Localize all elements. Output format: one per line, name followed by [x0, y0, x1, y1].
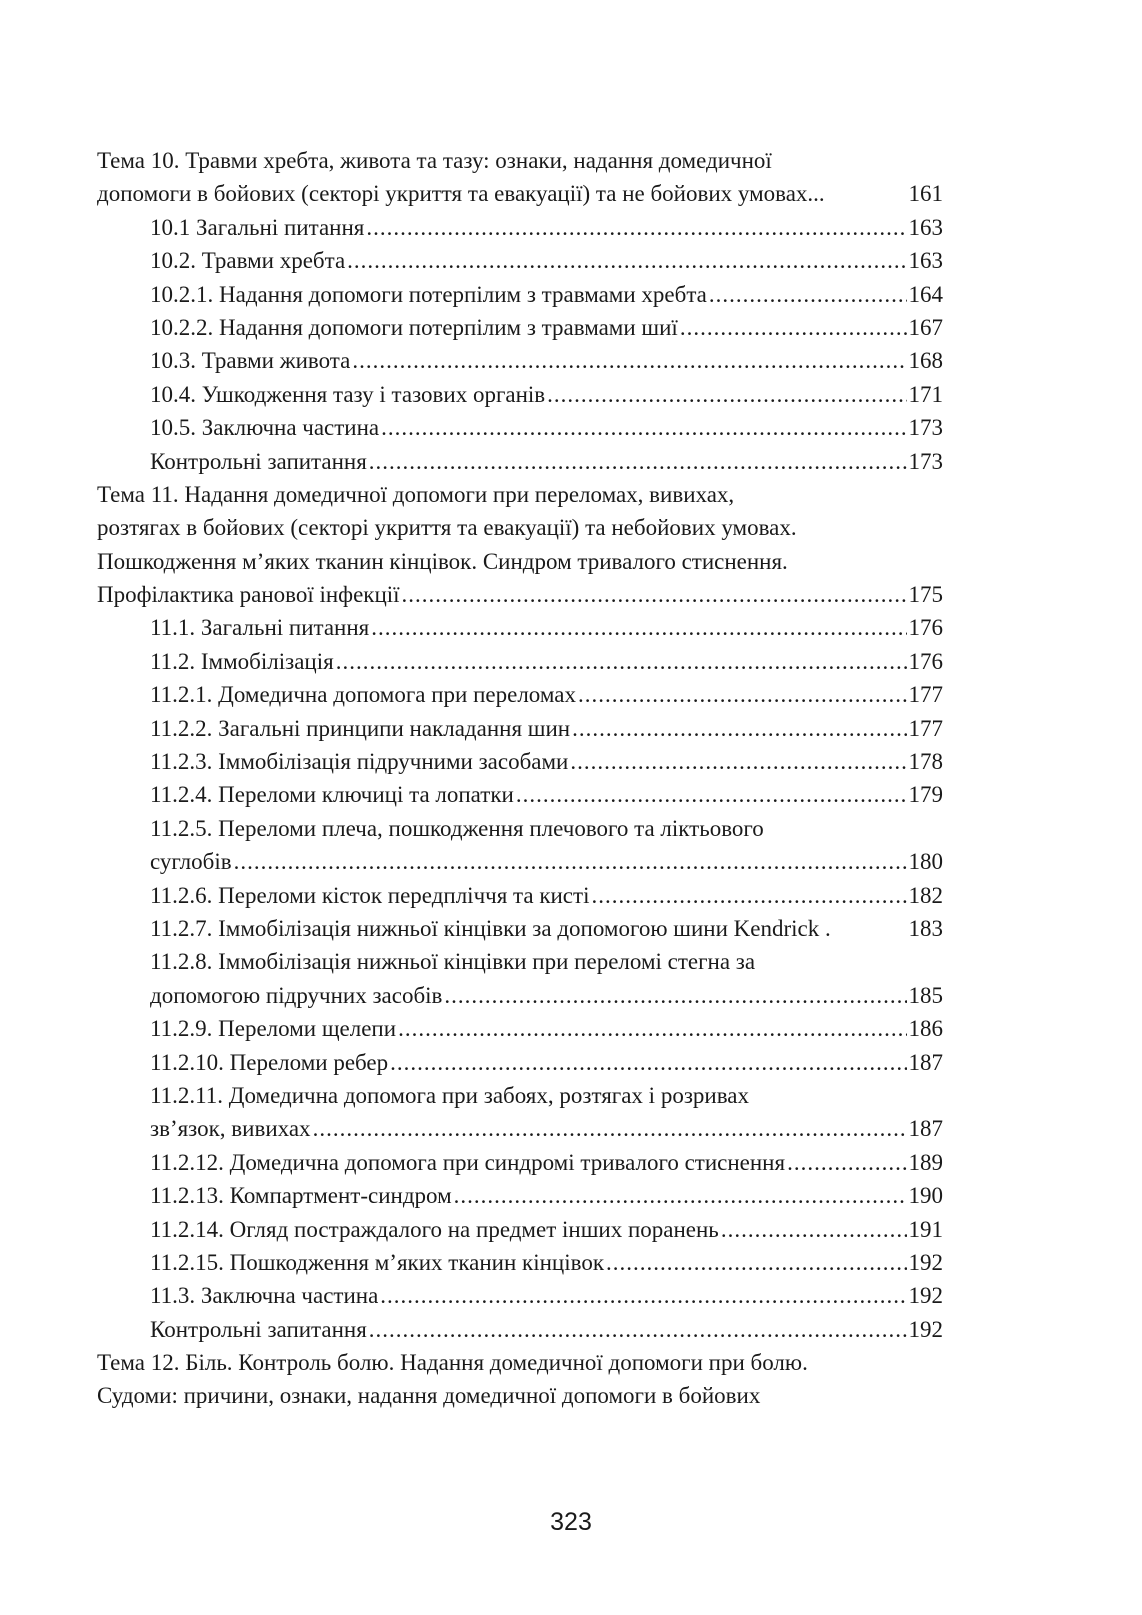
dot-leader — [380, 1279, 906, 1312]
toc-entry-title: 11.2.4. Переломи ключиці та лопатки — [150, 782, 514, 808]
toc-entry-title: 10.1 Загальні питання — [150, 214, 365, 240]
toc-entry — [97, 1313, 943, 1346]
toc-entry — [97, 1079, 943, 1112]
toc-entry-title: допомогою підручних засобів — [150, 982, 443, 1008]
toc-entry-page: 179 — [908, 782, 943, 808]
toc-entry — [97, 678, 943, 711]
toc-entry — [97, 578, 943, 611]
toc-entry — [97, 1213, 943, 1246]
toc-entry — [97, 1246, 943, 1279]
toc-entry-title: 10.4. Ушкодження тазу і тазових органів — [150, 381, 546, 407]
toc-entry-title: 11.2.6. Переломи кісток передпліччя та кисті — [150, 882, 590, 908]
dot-leader — [371, 611, 906, 644]
toc-entry-page: 177 — [908, 715, 943, 741]
toc-entry — [97, 211, 943, 244]
toc-entry — [97, 378, 943, 411]
dot-leader — [402, 578, 907, 611]
dot-leader — [369, 445, 907, 478]
dot-leader — [572, 712, 906, 745]
dot-leader — [680, 311, 907, 344]
toc-entry — [97, 1146, 943, 1179]
toc-entry — [97, 344, 943, 377]
toc-entry-title: 11.2.11. Домедична допомога при забоях, розтягах і розривах — [150, 1082, 749, 1108]
toc-entry-page: 185 — [908, 982, 943, 1008]
toc-entry-title: Тема 11. Надання домедичної допомоги при переломах, вивихах, — [97, 481, 735, 507]
toc-entry — [97, 745, 943, 778]
toc-entry-page: 186 — [908, 1016, 943, 1042]
toc-entry-page: 183 — [908, 915, 943, 941]
toc-entry-title: Судоми: причини, ознаки, надання домедичної допомоги в бойових — [97, 1383, 761, 1409]
toc-entry-title: 10.2.2. Надання допомоги потерпілим з травмами шиї — [150, 314, 678, 340]
toc-entry-page: 187 — [908, 1116, 943, 1142]
toc-entry — [97, 1046, 943, 1079]
toc-entry-page: 182 — [908, 882, 943, 908]
toc-entry — [97, 845, 943, 878]
toc-entry-page: 192 — [908, 1316, 943, 1342]
dot-leader — [547, 378, 906, 411]
dot-leader — [352, 344, 906, 377]
toc-entry-page: 167 — [908, 314, 943, 340]
table-of-contents — [97, 144, 943, 1413]
toc-entry-page: 189 — [908, 1149, 943, 1175]
toc-entry-page: 192 — [908, 1249, 943, 1275]
toc-entry-page: 168 — [908, 348, 943, 374]
toc-entry-page: 173 — [908, 448, 943, 474]
dot-leader — [570, 745, 906, 778]
toc-entry — [97, 411, 943, 444]
toc-entry-page: 187 — [908, 1049, 943, 1075]
toc-entry-page: 164 — [908, 281, 943, 307]
toc-entry-title: 11.2.14. Огляд постраждалого на предмет інших поранень — [150, 1216, 719, 1242]
toc-entry-title: 11.2.5. Переломи плеча, пошкодження плечового та ліктьового — [150, 815, 764, 841]
toc-entry — [97, 645, 943, 678]
toc-entry-title: 11.2.1. Домедична допомога при переломах — [150, 682, 576, 708]
toc-entry-title: 10.5. Заключна частина — [150, 415, 380, 441]
dot-leader — [721, 1213, 907, 1246]
toc-entry-page: 178 — [908, 749, 943, 775]
toc-entry — [97, 1379, 943, 1412]
toc-entry-page: 177 — [908, 682, 943, 708]
toc-entry — [97, 478, 943, 511]
toc-entry-title: допомоги в бойових (секторі укриття та евакуації) та не бойових умовах... — [97, 181, 825, 207]
dot-leader — [369, 1313, 907, 1346]
toc-entry-title: 10.2.1. Надання допомоги потерпілим з травмами хребта — [150, 281, 707, 307]
toc-entry-page: 175 — [908, 582, 943, 608]
toc-entry-page: 180 — [908, 849, 943, 875]
toc-entry — [97, 1179, 943, 1212]
toc-entry-title: зв’язок, вивихах — [150, 1116, 311, 1142]
toc-entry — [97, 912, 943, 945]
toc-entry-title: Контрольні запитання — [150, 1316, 367, 1342]
toc-entry-page: 163 — [908, 214, 943, 240]
toc-entry-title: Тема 10. Травми хребта, живота та тазу: ознаки, надання домедичної — [97, 148, 772, 173]
dot-leader — [347, 244, 906, 277]
toc-entry — [97, 177, 943, 210]
toc-entry — [97, 445, 943, 478]
toc-entry — [97, 945, 943, 978]
toc-entry-title: суглобів — [150, 849, 232, 875]
toc-entry-title: Контрольні запитання — [150, 448, 367, 474]
toc-entry — [97, 611, 943, 644]
toc-entry — [97, 144, 943, 177]
toc-entry — [97, 979, 943, 1012]
toc-entry — [97, 812, 943, 845]
toc-entry-title: 11.3. Заключна частина — [150, 1283, 379, 1309]
toc-entry — [97, 1112, 943, 1145]
toc-entry-page: 161 — [908, 181, 943, 207]
toc-entry-page: 173 — [908, 415, 943, 441]
toc-entry-page: 171 — [908, 381, 943, 407]
toc-entry — [97, 244, 943, 277]
dot-leader — [454, 1179, 907, 1212]
toc-entry-title: 11.2.10. Переломи ребер — [150, 1049, 389, 1075]
toc-entry-page: 190 — [908, 1183, 943, 1209]
toc-entry — [97, 311, 943, 344]
toc-entry-title: Тема 12. Біль. Контроль болю. Надання домедичної допомоги при болю. — [97, 1350, 808, 1376]
dot-leader — [787, 1146, 906, 1179]
dot-leader — [234, 845, 907, 878]
dot-leader — [591, 879, 906, 912]
dot-leader — [578, 678, 907, 711]
toc-entry-title: 11.2.7. Іммобілізація нижньої кінцівки за допомогою шини Kendrick . — [150, 915, 831, 941]
toc-entry-title: Пошкодження м’яких тканин кінцівок. Синдром тривалого стиснення. — [97, 548, 788, 574]
toc-entry-title: 11.2.3. Іммобілізація підручними засобами — [150, 749, 569, 775]
dot-leader — [398, 1012, 906, 1045]
toc-entry-title: Профілактика ранової інфекції — [97, 582, 400, 608]
toc-entry — [97, 712, 943, 745]
toc-entry-title: розтягах в бойових (секторі укриття та евакуації) та небойових умовах. — [97, 515, 797, 541]
toc-entry — [97, 278, 943, 311]
toc-entry-title: 11.2. Іммобілізація — [150, 648, 334, 674]
toc-entry-title: 10.2. Травми хребта — [150, 248, 346, 274]
dot-leader — [381, 411, 906, 444]
dot-leader — [709, 278, 907, 311]
toc-entry-page: 163 — [908, 248, 943, 274]
toc-entry — [97, 545, 943, 578]
page-number: 323 — [550, 1508, 592, 1536]
toc-entry-title: 10.3. Травми живота — [150, 348, 351, 374]
dot-leader — [336, 645, 907, 678]
dot-leader — [390, 1046, 906, 1079]
toc-entry-title: 11.2.12. Домедична допомога при синдромі тривалого стиснення — [150, 1149, 786, 1175]
dot-leader — [313, 1112, 907, 1145]
toc-entry — [97, 1346, 943, 1379]
toc-entry-page: 191 — [908, 1216, 943, 1242]
toc-entry-title: 11.2.9. Переломи щелепи — [150, 1016, 397, 1042]
toc-entry — [97, 778, 943, 811]
toc-entry — [97, 879, 943, 912]
toc-entry-title: 11.2.13. Компартмент-синдром — [150, 1183, 452, 1209]
toc-entry-page: 192 — [908, 1283, 943, 1309]
dot-leader — [606, 1246, 907, 1279]
toc-entry-page: 176 — [908, 615, 943, 641]
toc-entry-page: 176 — [908, 648, 943, 674]
dot-leader — [516, 778, 907, 811]
toc-entry-title: 11.2.2. Загальні принципи накладання шин — [150, 715, 571, 741]
toc-entry — [97, 1279, 943, 1312]
toc-entry-title: 11.2.8. Іммобілізація нижньої кінцівки при переломі стегна за — [150, 949, 756, 975]
dot-leader — [444, 979, 906, 1012]
toc-entry-title: 11.1. Загальні питання — [150, 615, 370, 641]
toc-entry-title: 11.2.15. Пошкодження м’яких тканин кінцівок — [150, 1249, 604, 1275]
dot-leader — [366, 211, 906, 244]
toc-entry — [97, 511, 943, 544]
toc-entry — [97, 1012, 943, 1045]
